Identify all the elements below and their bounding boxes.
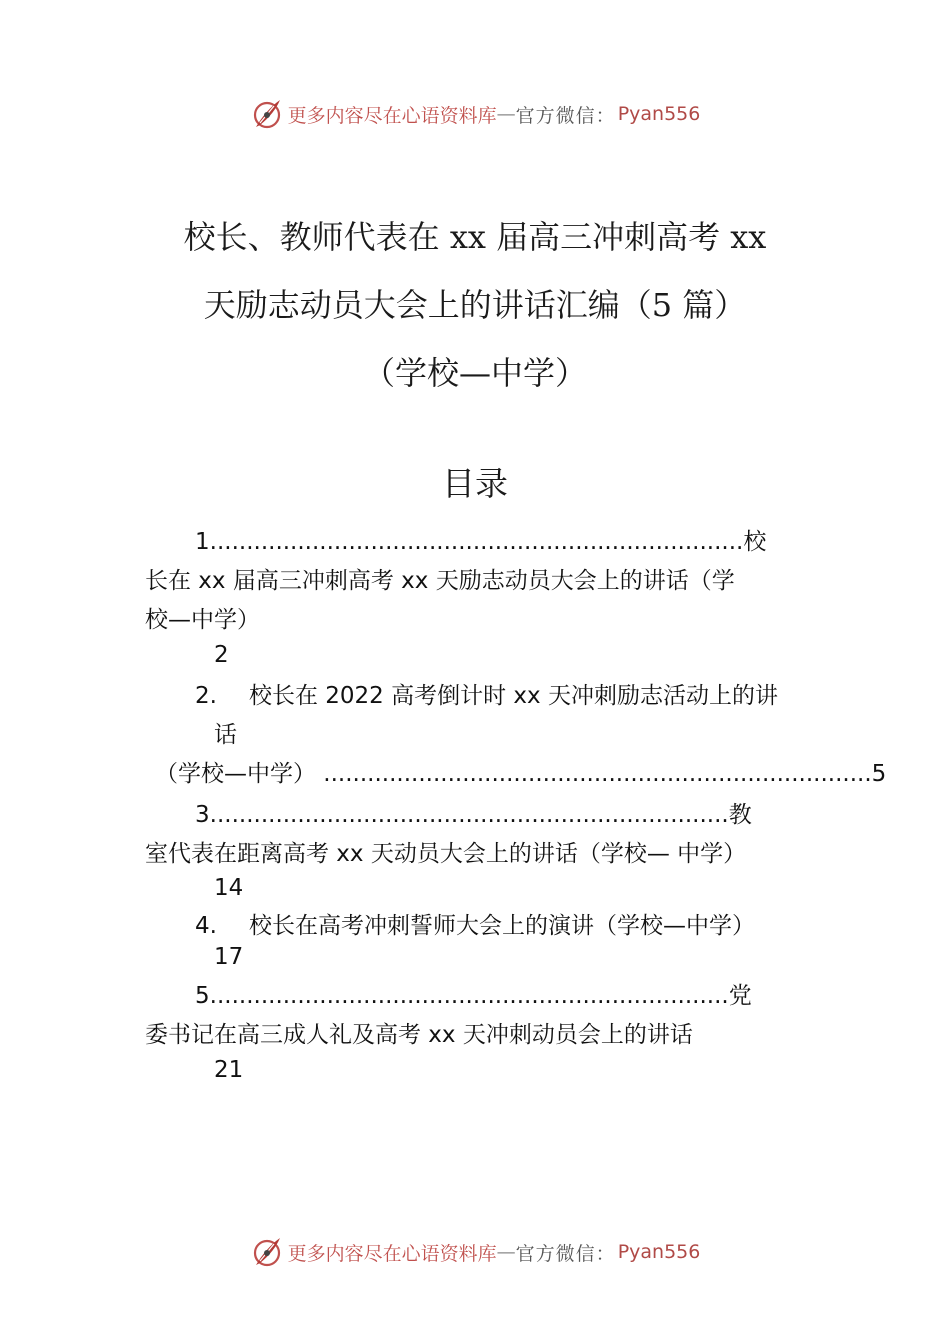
quill-logo-icon — [250, 97, 284, 131]
banner-content — [250, 1235, 701, 1269]
document-subtitle: （学校—中学） — [362, 354, 587, 392]
toc-entry-text: （学校—中学） — [155, 761, 316, 787]
toc-leader-dots: ....................................................................... — [209, 802, 729, 828]
toc-leader-dots: ......................................................................... — [209, 529, 744, 555]
banner-wechat-id: Pyan556 — [617, 1241, 701, 1263]
toc-entry-text: 教 — [728, 802, 752, 828]
document-title-line-2: 天励志动员大会上的讲话汇编（5 篇） — [203, 286, 747, 324]
toc-entry-3-line-2: 室代表在距离高考 xx 天动员大会上的讲话（学校— 中学） — [145, 841, 747, 867]
toc-entry-number: 1 — [195, 529, 210, 555]
toc-entry-5[interactable] — [195, 985, 752, 1008]
toc-entry-5-line-2: 委书记在高三成人礼及高考 xx 天冲刺动员会上的讲话 — [145, 1022, 693, 1048]
toc-entry-text: 校 — [743, 529, 767, 555]
toc-entry-page: 5 — [871, 761, 887, 787]
toc-entry-number: 4. — [195, 913, 217, 939]
header-banner — [0, 96, 950, 132]
toc-leader-dots: ........................................................................... — [316, 761, 872, 787]
toc-entry-5-page: 21 — [214, 1057, 244, 1083]
toc-entry-4[interactable] — [195, 915, 755, 938]
toc-entry-1-line-3: 校—中学） — [145, 607, 260, 633]
banner-separator: — — [496, 103, 516, 125]
toc-entry-1-page: 2 — [214, 642, 229, 668]
toc-entry-2-line-3 — [155, 763, 886, 786]
banner-brand-text: 更多内容尽在心语资料库 — [287, 1242, 497, 1265]
toc-entry-number: 5 — [195, 983, 210, 1009]
toc-entry-text: 党 — [728, 983, 752, 1009]
banner-wechat-label: 官方微信： — [515, 1242, 616, 1265]
toc-entry-text: 校长在 2022 高考倒计时 xx 天冲刺励志活动上的讲 — [248, 683, 778, 709]
quill-logo-icon — [250, 1235, 284, 1269]
document-title-line-1: 校长、教师代表在 xx 届高三冲刺高考 xx — [183, 218, 767, 256]
toc-entry-3-page: 14 — [214, 875, 244, 901]
banner-separator: — — [496, 1241, 516, 1263]
toc-entry-1-line-2: 长在 xx 届高三冲刺高考 xx 天励志动员大会上的讲话（学 — [145, 568, 735, 594]
toc-entry-4-page: 17 — [214, 944, 244, 970]
banner-wechat-label: 官方微信： — [515, 104, 616, 127]
toc-entry-number: 2. — [195, 683, 217, 709]
toc-leader-dots: ....................................................................... — [209, 983, 729, 1009]
footer-banner — [0, 1234, 950, 1270]
toc-heading: 目录 — [442, 464, 508, 503]
toc-entry-number: 3 — [195, 802, 210, 828]
toc-entry-3[interactable] — [195, 804, 752, 827]
toc-entry-1[interactable] — [195, 531, 766, 554]
banner-wechat-id: Pyan556 — [617, 103, 701, 125]
toc-entry-2-line-2: 话 — [214, 722, 237, 748]
toc-entry-2[interactable] — [195, 685, 778, 708]
banner-brand-text: 更多内容尽在心语资料库 — [287, 104, 497, 127]
toc-entry-text: 校长在高考冲刺誓师大会上的演讲（学校—中学） — [248, 913, 755, 939]
banner-content — [250, 97, 701, 131]
